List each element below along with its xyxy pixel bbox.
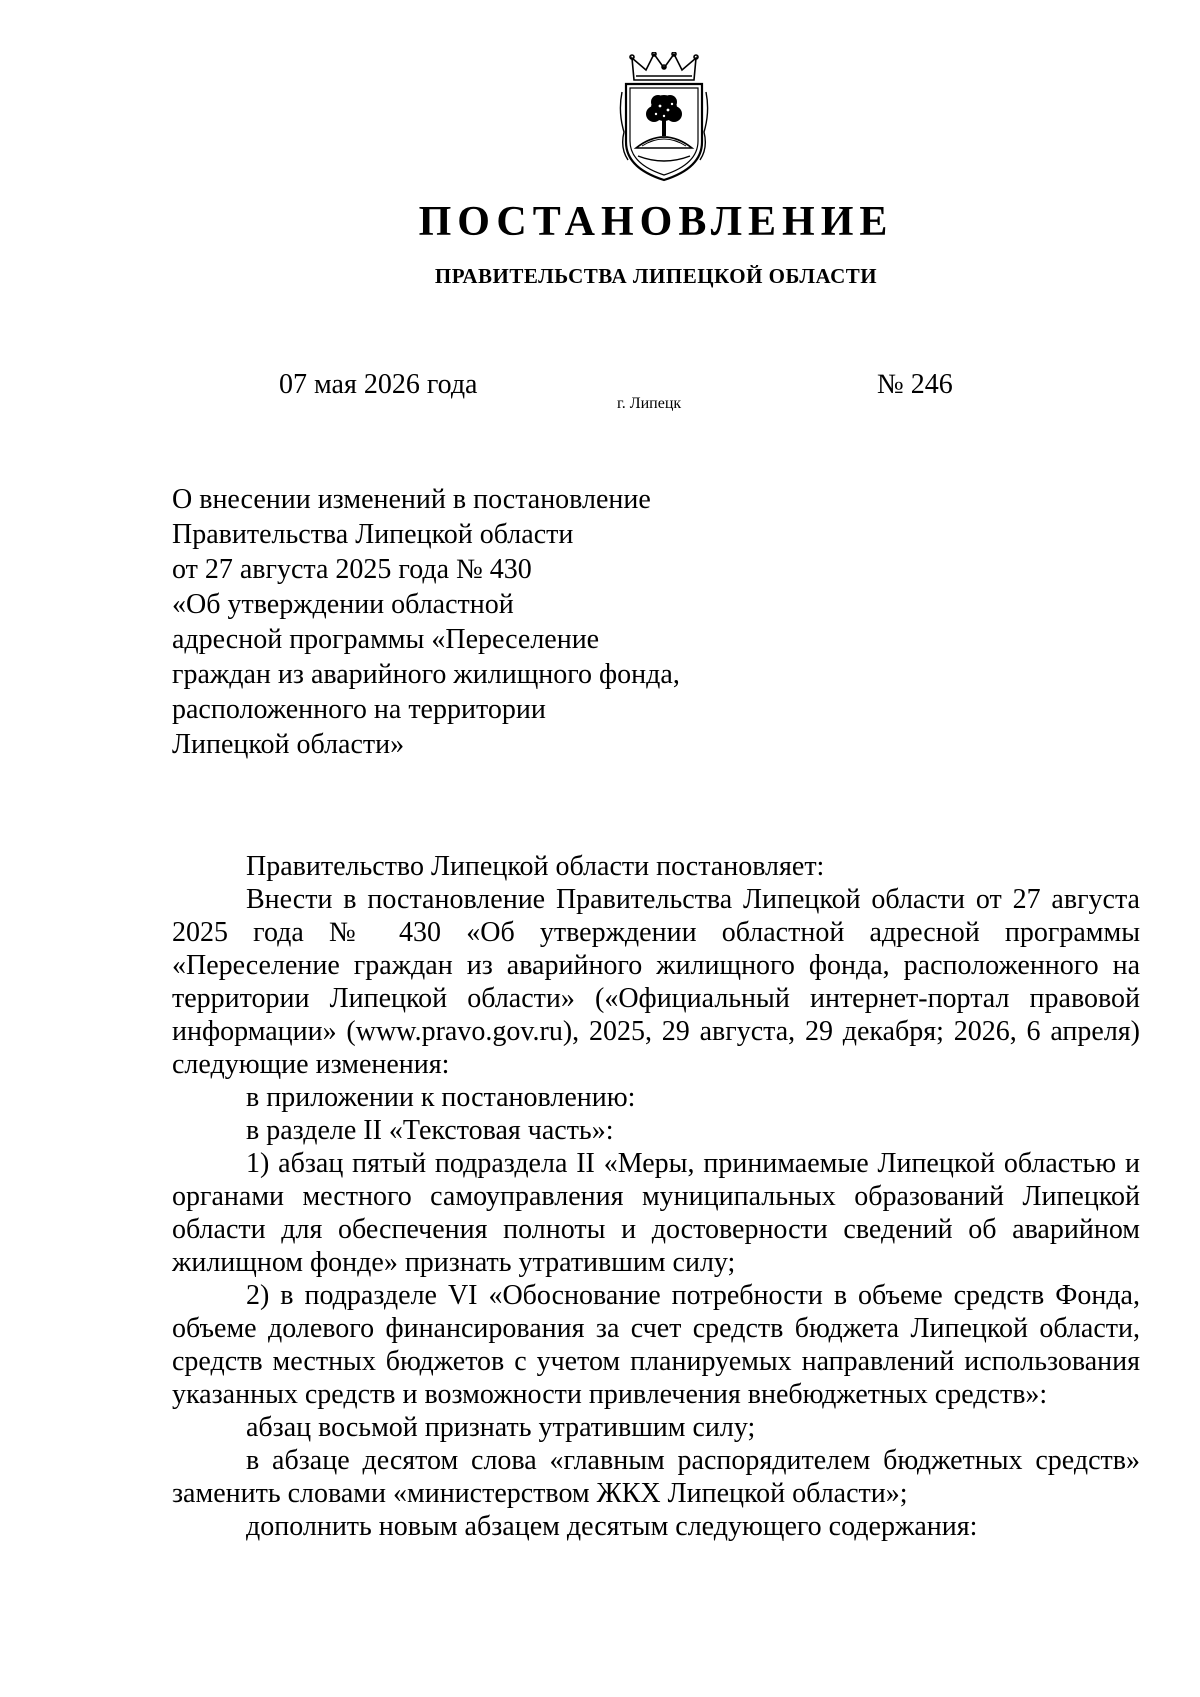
document-number: № 246 [877, 369, 953, 400]
document-type-heading: ПОСТАНОВЛЕНИЕ [418, 199, 894, 245]
title-line: Правительства Липецкой области [172, 519, 574, 550]
title-line: адресной программы «Переселение [172, 624, 600, 655]
title-line: от 27 августа 2025 года № 430 [172, 554, 532, 585]
title-line: «Об утверждении областной [172, 589, 514, 620]
body-paragraph: дополнить новым абзацем десятым следующего содержания: [246, 1511, 978, 1542]
title-line: расположенного на территории [172, 694, 546, 725]
body-paragraph: в разделе II «Текстовая часть»: [246, 1115, 614, 1146]
body-paragraph: в абзаце десятом слова «главным распорядителем бюджетных средств» заменить словами «министерством ЖКХ Липецкой области»; [172, 1445, 1140, 1509]
body-paragraph: 1) абзац пятый подраздела II «Меры, принимаемые Липецкой областью и органами местного самоуправления муниципальных образований Липецкой области для обеспечения полноты и достоверности сведений об аварийном жилищном фонде» признать утратившим силу; [172, 1148, 1140, 1278]
body-paragraph: 2) в подразделе VI «Обоснование потребности в объеме средств Фонда, объеме долевого финансирования за счет средств бюджета Липецкой области, средств местных бюджетов с учетом планируемых направлений использования указанных средств и возможности привлечения внебюджетных средств»: [172, 1280, 1140, 1410]
document-title [172, 482, 732, 762]
body-paragraph: Правительство Липецкой области постановляет: [246, 851, 825, 882]
body-paragraph: абзац восьмой признать утратившим силу; [246, 1412, 756, 1443]
body-paragraph: в приложении к постановлению: [246, 1082, 636, 1113]
title-line: граждан из аварийного жилищного фонда, [172, 659, 680, 690]
document-body [172, 850, 1140, 1543]
body-paragraph: Внести в постановление Правительства Липецкой области от 27 августа 2025 года № 430 «Об утверждении областной адресной программы «Переселение граждан из аварийного жилищного фонда, расположенного на территории Липецкой области» («Официальный интернет-портал правовой информации» (www.pravo.gov.ru), 2025, 29 августа, 29 декабря; 2026, 6 апреля) следующие изменения: [172, 884, 1140, 1080]
coat-of-arms-icon [616, 52, 712, 182]
title-line: Липецкой области» [172, 729, 405, 760]
issuer-subheading: ПРАВИТЕЛЬСТВА ЛИПЕЦКОЙ ОБЛАСТИ [434, 264, 878, 288]
document-city: г. Липецк [617, 395, 682, 412]
title-line: О внесении изменений в постановление [172, 484, 651, 515]
document-date: 07 мая 2026 года [279, 369, 478, 400]
